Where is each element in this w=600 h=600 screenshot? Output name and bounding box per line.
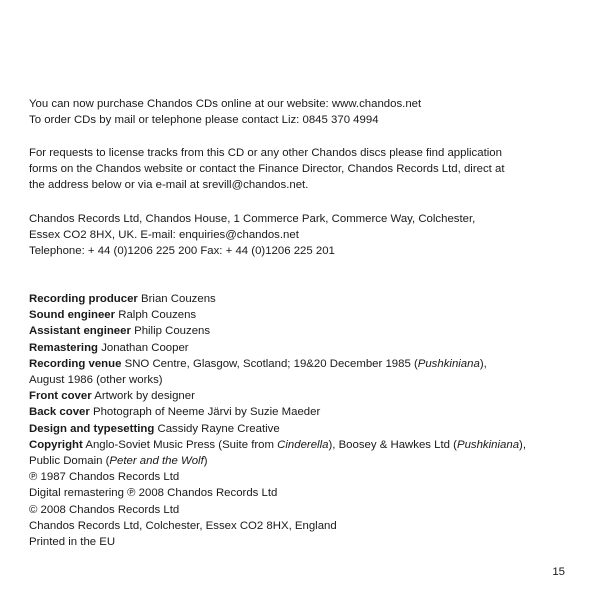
credit-sound-engineer	[29, 307, 589, 323]
address-info	[29, 211, 589, 260]
credit-value: ),	[479, 357, 487, 370]
credit-back-cover	[29, 404, 589, 420]
credit-value: Ralph Couzens	[118, 309, 197, 322]
credit-front-cover	[29, 388, 589, 404]
page-number: 15	[552, 566, 565, 578]
credit-label: Design and typesetting	[29, 422, 155, 435]
credit-value: Brian Couzens	[141, 293, 216, 305]
credit-label: Back cover	[29, 406, 90, 419]
credit-label: Assistant engineer	[29, 325, 131, 338]
address-line-2: Essex CO2 8HX, UK. E-mail: enquiries@chandos.net	[29, 229, 299, 242]
credit-value: ), Boosey & Hawkes Ltd (	[328, 438, 457, 451]
credit-label: Remastering	[29, 341, 99, 354]
credit-venue	[29, 356, 589, 372]
phonogram-1987: ℗ 1987 Chandos Records Ltd	[29, 471, 180, 484]
credit-label: Copyright	[29, 438, 83, 451]
credit-venue-line-2: August 1986 (other works)	[29, 374, 163, 387]
credit-value: SNO Centre, Glasgow, Scotland; 19&20 December 1985 (	[124, 357, 418, 370]
purchase-website-line: You can now purchase Chandos CDs online at our website: www.chandos.net	[29, 98, 422, 110]
credit-design	[29, 421, 589, 437]
credit-value: Philip Couzens	[134, 325, 211, 338]
credit-value-italic: Cinderella	[277, 438, 329, 451]
credit-value: )	[203, 455, 208, 468]
credit-label: Front cover	[29, 390, 92, 403]
credit-value: Cassidy Rayne Creative	[157, 422, 280, 435]
credit-remastering	[29, 340, 589, 356]
company-address: Chandos Records Ltd, Colchester, Essex CO2 8HX, England	[29, 519, 337, 532]
address-line-1: Chandos Records Ltd, Chandos House, 1 Commerce Park, Commerce Way, Colchester,	[29, 213, 476, 225]
credit-label: Recording venue	[29, 357, 122, 370]
credits	[29, 291, 589, 550]
licensing-line-1: For requests to license tracks from this CD or any other Chandos discs please find application	[29, 147, 502, 159]
credit-value-italic: Peter and the Wolf	[109, 455, 204, 468]
credit-value: Anglo-Soviet Music Press (Suite from	[85, 438, 278, 451]
credit-copyright	[29, 437, 589, 453]
copyright-2008: © 2008 Chandos Records Ltd	[29, 503, 180, 516]
credit-copyright-line-2	[29, 453, 589, 469]
licensing-line-2: forms on the Chandos website or contact the Finance Director, Chandos Records Ltd, direct at	[29, 163, 505, 176]
credit-value-italic: Pushkiniana	[456, 438, 520, 451]
licensing-info	[29, 145, 589, 194]
credit-value-italic: Pushkiniana	[417, 357, 480, 370]
credit-producer	[29, 291, 589, 307]
credit-value: Jonathan Cooper	[101, 341, 189, 354]
licensing-line-3: the address below or via e-mail at srevill@chandos.net.	[29, 179, 309, 192]
address-line-3: Telephone: + 44 (0)1206 225 200 Fax: + 44 (0)1206 225 201	[29, 245, 335, 258]
credit-label: Sound engineer	[29, 309, 116, 322]
purchase-order-line: To order CDs by mail or telephone please contact Liz: 0845 370 4994	[29, 114, 379, 127]
purchase-info	[29, 96, 589, 128]
credit-label: Recording producer	[29, 293, 138, 305]
credit-value: Public Domain (	[29, 455, 110, 468]
credit-value: ),	[519, 438, 526, 451]
digital-remastering-notice: Digital remastering ℗ 2008 Chandos Records Ltd	[29, 487, 278, 500]
credit-value: Photograph of Neeme Järvi by Suzie Maeder	[92, 406, 321, 419]
credit-assistant-engineer	[29, 323, 589, 339]
printed-in: Printed in the EU	[29, 536, 116, 549]
credit-value: Artwork by designer	[94, 390, 195, 403]
